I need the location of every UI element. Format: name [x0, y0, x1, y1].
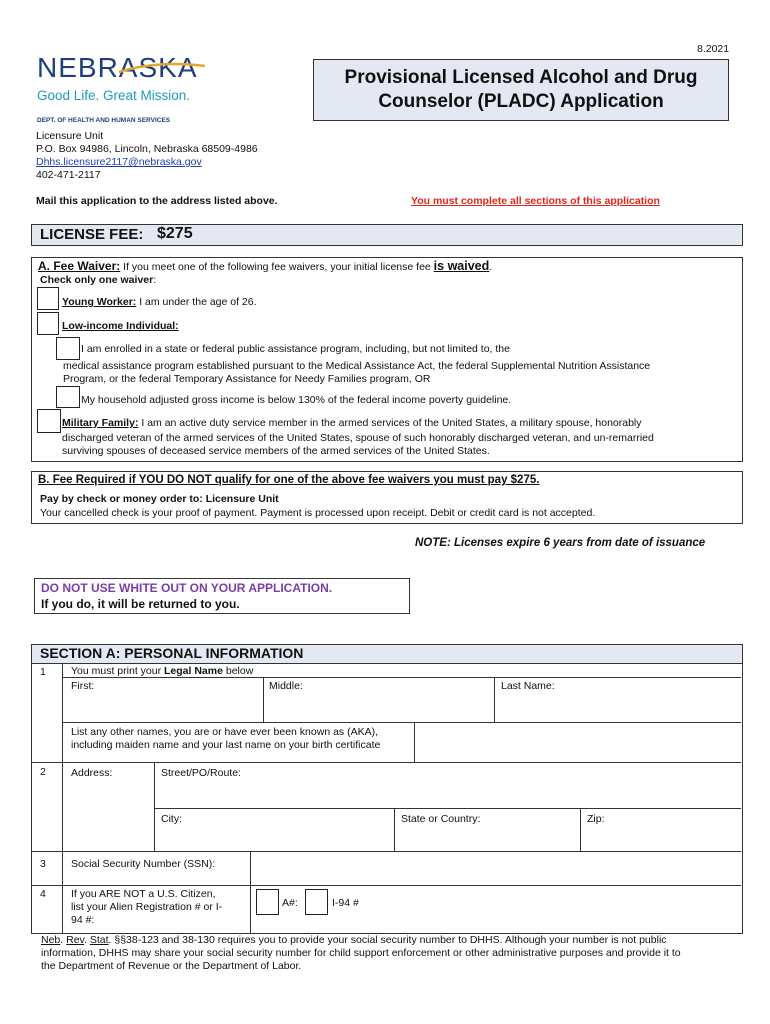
nebraska-logo	[37, 52, 207, 130]
city-label: City:	[161, 813, 182, 825]
form-version: 8.2021	[697, 43, 730, 55]
logo-swoosh-icon	[117, 60, 207, 76]
complete-notice: You must complete all sections of this application	[411, 195, 660, 207]
middle-label: Middle:	[269, 680, 303, 692]
low-income-opt1-b: medical assistance program established pursuant to the Medical Assistance Act, the federal Supplemental Nutrition Assistance	[63, 360, 651, 372]
row-num-4: 4	[40, 888, 46, 900]
low-income-opt2: My household adjusted gross income is below 130% of the federal income poverty guideline.	[81, 394, 512, 406]
white-out-line1: DO NOT USE WHITE OUT ON YOUR APPLICATION.	[41, 581, 333, 595]
divider	[394, 808, 395, 851]
street-input[interactable]	[160, 780, 736, 806]
title-box	[313, 59, 729, 121]
young-worker-text: I am under the age of 26.	[136, 296, 257, 308]
title-line2: Counselor (PLADC) Application	[378, 91, 664, 112]
address-label: Address:	[71, 767, 113, 779]
logo-tagline: Good Life. Great Mission.	[37, 88, 191, 103]
row-num-1: 1	[40, 666, 46, 678]
non-citizen-c: 94 #:	[71, 914, 95, 926]
aka-line-b: including maiden name and your last name on your birth certificate	[71, 739, 381, 751]
logo-brand: NEBRASKA	[37, 52, 198, 83]
divider	[494, 677, 495, 722]
middle-name-input[interactable]	[268, 692, 490, 720]
check-one-colon: :	[153, 274, 157, 286]
personal-info-heading: SECTION A: PERSONAL INFORMATION	[40, 645, 304, 661]
first-label: First:	[71, 680, 95, 692]
low-income-label: Low-income Individual:	[62, 320, 179, 332]
legal-bold: Legal Name	[164, 665, 223, 677]
personal-info-header	[31, 644, 743, 664]
i94-label: I-94 #	[332, 897, 359, 909]
row-num-2: 2	[40, 766, 46, 778]
pay-by: Pay by check or money order to: Licensure Unit	[40, 493, 279, 505]
ssn-input[interactable]	[255, 854, 737, 882]
last-name-label: Last Name:	[501, 680, 555, 692]
statute-line-a	[41, 934, 667, 947]
address-block	[36, 130, 258, 182]
fee-waiver-period: .	[489, 261, 493, 273]
street-label: Street/PO/Route:	[161, 767, 241, 779]
assistance-program-checkbox[interactable]	[56, 337, 80, 360]
alien-number-input[interactable]	[375, 890, 737, 930]
ssn-label: Social Security Number (SSN):	[71, 858, 216, 870]
divider	[580, 808, 581, 851]
low-income-opt1-c: Program, or the federal Temporary Assistance for Needy Families program, OR	[63, 373, 431, 385]
fee-waiver-heading: A. Fee Waiver:	[38, 259, 121, 273]
mail-notice: Mail this application to the address listed above.	[36, 195, 278, 207]
license-fee-label: LICENSE FEE:	[40, 226, 144, 243]
phone: 402-471-2117	[36, 169, 101, 181]
a-number-label: A#:	[282, 897, 298, 909]
divider	[62, 722, 741, 723]
divider	[250, 851, 251, 885]
license-fee-bar	[31, 224, 743, 246]
zip-label: Zip:	[587, 813, 605, 825]
white-out-line2: If you do, it will be returned to you.	[41, 597, 240, 611]
divider	[62, 677, 741, 678]
statute-rev: Rev	[66, 934, 85, 946]
military-text-c: surviving spouses of deceased service members of the armed services of the United States.	[62, 445, 490, 457]
city-input[interactable]	[160, 826, 390, 848]
divider	[263, 677, 264, 722]
statute-text-b: information, DHHS may share your social security number for child support enforcement or other administrative purposes and provide it to	[41, 947, 681, 959]
statute-dot: .	[84, 934, 90, 946]
divider	[154, 808, 741, 809]
young-worker-checkbox[interactable]	[37, 287, 59, 310]
low-income-opt1-a: I am enrolled in a state or federal public assistance program, including, but not limited to, the	[81, 343, 510, 355]
fee-required-heading: B. Fee Required if YOU DO NOT qualify for one of the above fee waivers you must pay $275.	[38, 474, 540, 486]
check-one: Check only one waiver	[40, 274, 154, 286]
military-checkbox[interactable]	[37, 409, 61, 433]
alien-registration-checkbox[interactable]	[256, 889, 279, 915]
non-citizen-a: If you ARE NOT a U.S. Citizen,	[71, 888, 216, 900]
military-option	[62, 417, 642, 430]
non-citizen-b: list your Alien Registration # or I-	[71, 901, 223, 913]
low-income-checkbox[interactable]	[37, 312, 59, 335]
white-out-box	[34, 578, 410, 614]
military-label: Military Family:	[62, 417, 139, 429]
po-box: P.O. Box 94986, Lincoln, Nebraska 68509-4986	[36, 143, 258, 155]
statute-text-c: the Department of Revenue or the Department of Labor.	[41, 960, 302, 972]
legal-suffix: below	[222, 665, 254, 677]
first-name-input[interactable]	[70, 692, 260, 720]
num-col-divider	[62, 663, 63, 933]
statute-stat: Stat	[89, 934, 109, 946]
last-name-input[interactable]	[499, 692, 737, 720]
military-text-a: I am an active duty service member in the armed services of the United States, a military spouse, honorably	[138, 417, 642, 429]
household-income-checkbox[interactable]	[56, 386, 80, 408]
logo-dept: DEPT. OF HEALTH AND HUMAN SERVICES	[37, 117, 171, 124]
check-one-line	[40, 274, 156, 287]
expire-note: NOTE: Licenses expire 6 years from date of issuance	[415, 537, 706, 549]
young-worker-option	[62, 296, 257, 309]
statute-dot: .	[60, 934, 67, 946]
aka-line-a: List any other names, you are or have ever been known as (AKA),	[71, 726, 378, 738]
military-text-b: discharged veteran of the armed services of the United States, spouse of such honorably discharged veteran, and un-remarried	[62, 432, 654, 444]
statute-neb: Neb	[41, 934, 61, 946]
state-input[interactable]	[399, 826, 577, 848]
statute-text-a: . §§38-123 and 38-130 requires you to provide your social security number to DHHS. Although your number is not public	[108, 934, 667, 946]
state-label: State or Country:	[401, 813, 481, 825]
i94-checkbox[interactable]	[305, 889, 328, 915]
legal-prefix: You must print your	[71, 665, 164, 677]
row-num-3: 3	[40, 858, 46, 870]
fee-waiver-header	[38, 260, 492, 274]
divider	[31, 762, 741, 763]
license-fee-amount: $275	[157, 225, 193, 242]
divider	[414, 722, 415, 762]
licensure-unit: Licensure Unit	[36, 130, 104, 142]
divider	[31, 885, 741, 886]
zip-input[interactable]	[585, 826, 737, 848]
email-link[interactable]: Dhhs.licensure2117@nebraska.gov	[36, 156, 202, 168]
aka-input[interactable]	[418, 725, 736, 759]
divider	[250, 885, 251, 933]
title-line1: Provisional Licensed Alcohol and Drug	[344, 67, 698, 88]
divider	[31, 851, 741, 852]
young-worker-label: Young Worker:	[62, 296, 137, 308]
fee-waiver-intro: If you meet one of the following fee waivers, your initial license fee	[120, 261, 434, 273]
payment-proof: Your cancelled check is your proof of payment. Payment is processed upon receipt. Debit or credit card is not accepted.	[40, 507, 596, 519]
divider	[154, 762, 155, 851]
is-waived: is waived	[433, 259, 490, 273]
